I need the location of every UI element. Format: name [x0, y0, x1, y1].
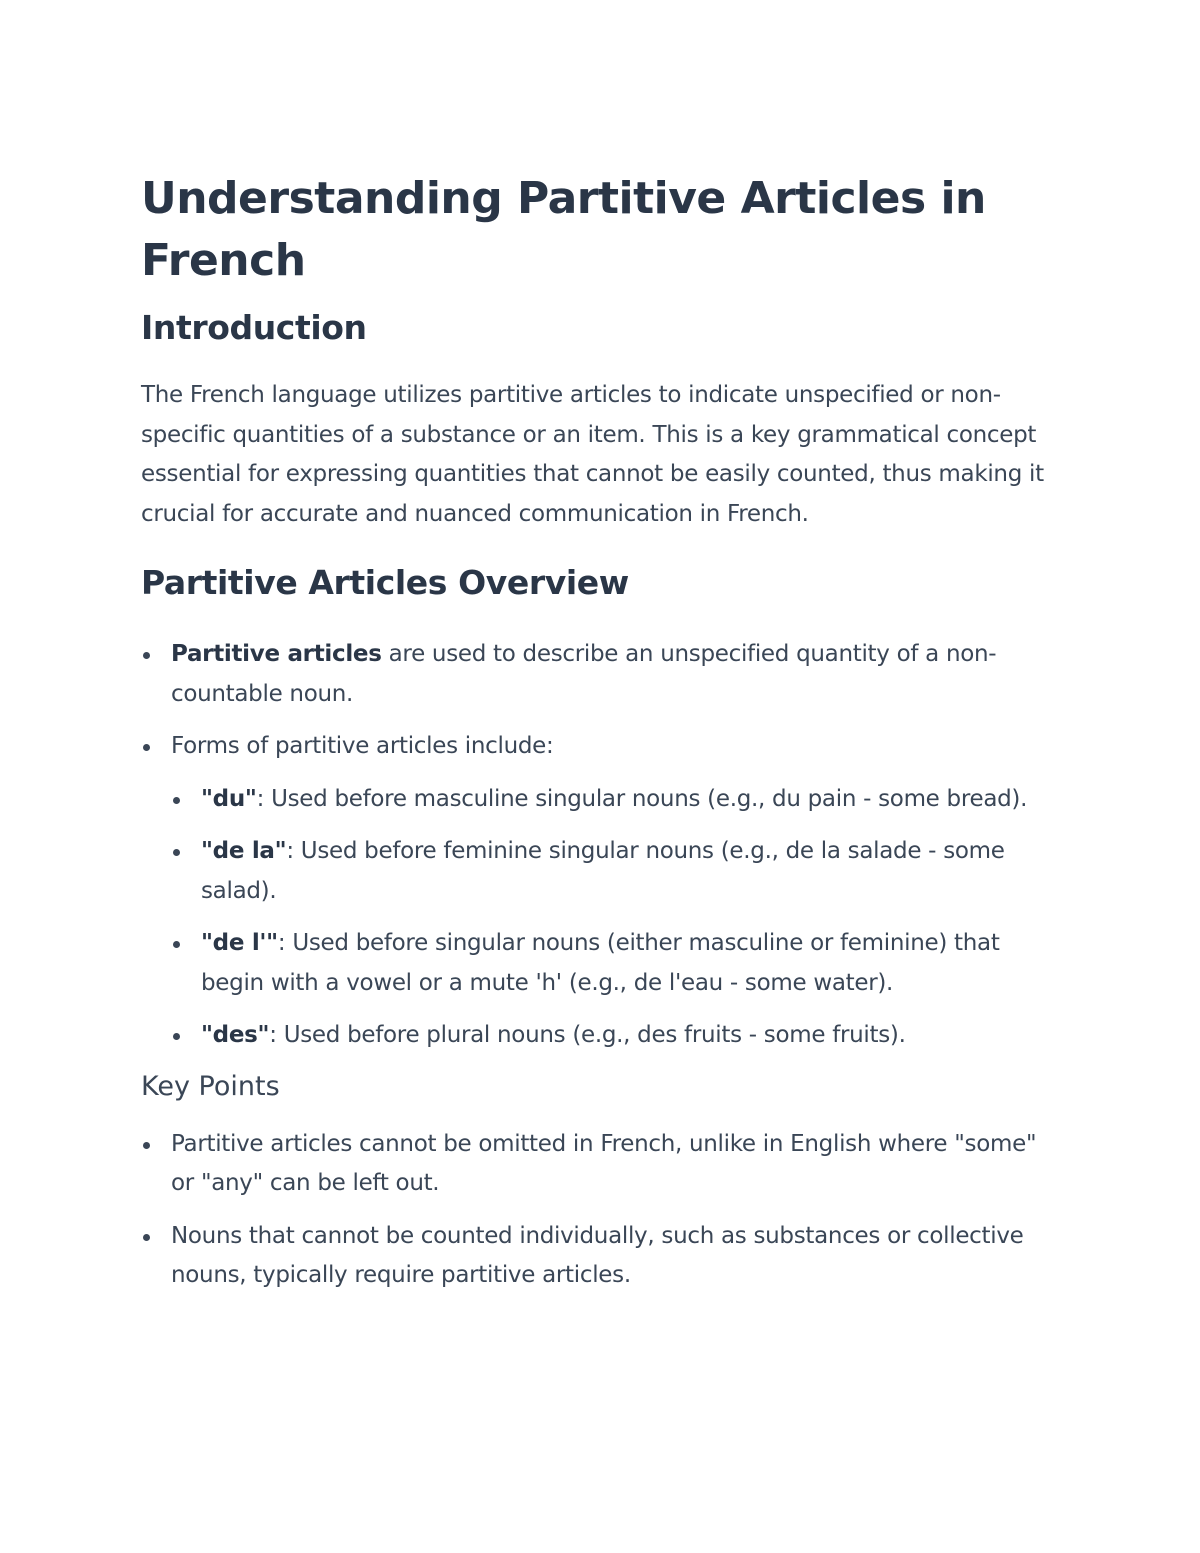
list-item-text: Forms of partitive articles include: [171, 733, 554, 759]
document-page [141, 168, 1061, 1309]
key-points-heading: Key Points [141, 1070, 280, 1102]
list-item-text: are used to describe an unspecified quantity of a non-countable noun. [171, 641, 997, 707]
bold-term: "de la" [201, 838, 287, 864]
overview-heading: Partitive Articles Overview [141, 563, 629, 602]
bold-term: Partitive articles [171, 641, 382, 667]
bold-term: "des" [201, 1022, 270, 1048]
list-item [171, 780, 1061, 820]
forms-list [171, 780, 1061, 1056]
bold-term: "de l'" [201, 930, 278, 956]
list-item [171, 924, 1061, 1003]
introduction-paragraph: The French language utilizes partitive articles to indicate unspecified or non-specific quantities of a substance or an item. This is a key grammatical concept essential for expressing quantities that cannot be easily counted, thus making it crucial for accurate and nuanced communication in French. [141, 382, 1044, 527]
list-item [141, 727, 1061, 1056]
introduction-heading: Introduction [141, 308, 367, 347]
list-item: Nouns that cannot be counted individually, such as substances or collective nouns, typically require partitive articles. [141, 1217, 1061, 1296]
list-item-text: : Used before plural nouns (e.g., des fruits - some fruits). [269, 1022, 906, 1048]
page-title: Understanding Partitive Articles in French [141, 173, 986, 286]
list-item-text: : Used before singular nouns (either masculine or feminine) that begin with a vowel or a mute 'h' (e.g., de l'eau - some water). [201, 930, 1000, 996]
list-item-text: : Used before masculine singular nouns (e.g., du pain - some bread). [256, 785, 1028, 812]
list-item: Partitive articles cannot be omitted in French, unlike in English where "some" or "any" can be left out. [141, 1125, 1061, 1204]
list-item [141, 635, 1061, 714]
list-item [171, 832, 1061, 911]
key-points-list [141, 1125, 1061, 1296]
overview-list [141, 635, 1061, 1056]
list-item-text: : Used before feminine singular nouns (e.g., de la salade - some salad). [201, 838, 1005, 904]
bold-term: "du" [201, 785, 257, 812]
list-item [171, 1016, 1061, 1056]
